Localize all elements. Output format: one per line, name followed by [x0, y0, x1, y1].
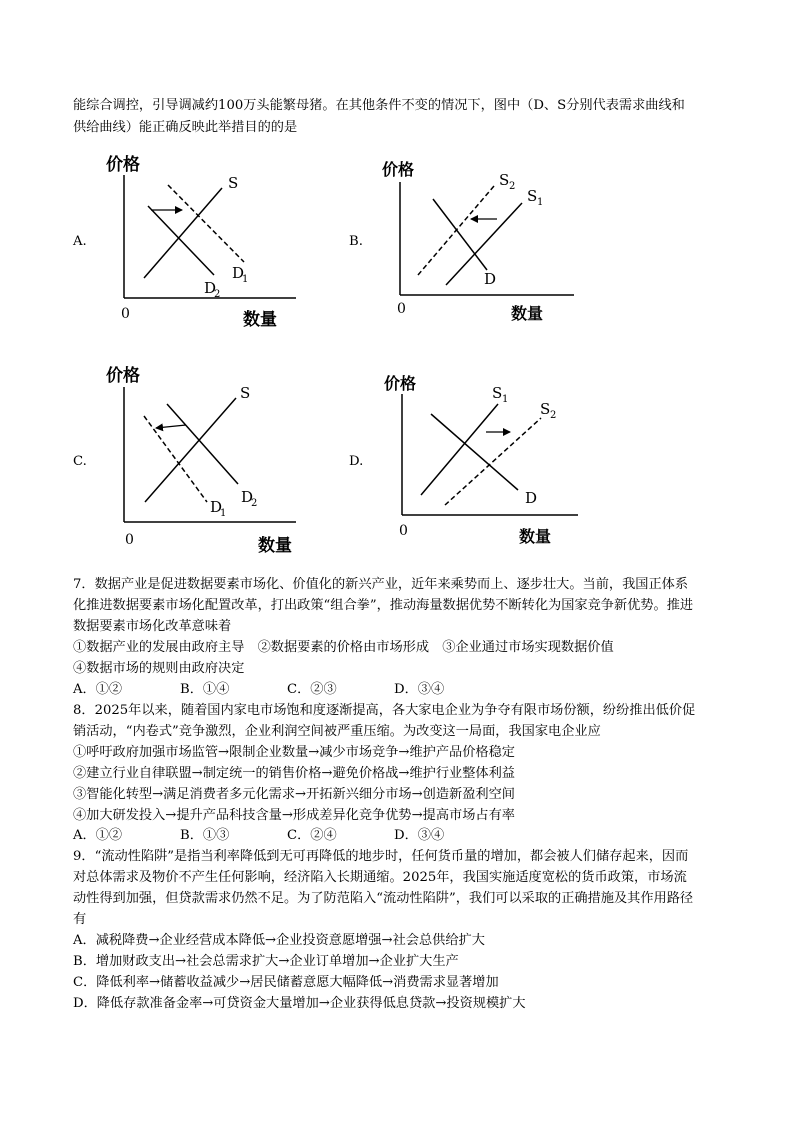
- supply-s2-label: S: [540, 400, 551, 418]
- graph-a-letter: A.: [73, 234, 87, 249]
- origin-label: 0: [125, 532, 134, 548]
- q8-statement-3: ③智能化转型→满足消费者多元化需求→开拓新兴细分市场→创造新盈利空间: [73, 787, 515, 802]
- demand-curve: [431, 414, 518, 490]
- q9-line-1: 9．“流动性陷阱”是指当利率降低到无可再降低的地步时，任何货币量的增加，都会被人们储存起来，因而: [73, 849, 689, 864]
- q9-option-b[interactable]: B．增加财政支出→社会总需求扩大→企业订单增加→企业扩大生产: [73, 954, 459, 969]
- q8-statement-1: ①呼吁政府加强市场监管→限制企业数量→减少市场竞争→维护产品价格稳定: [73, 745, 515, 760]
- q7-statement-4: ④数据市场的规则由政府决定: [73, 661, 245, 676]
- demand-d2-label: D: [241, 488, 254, 506]
- q7-option-a[interactable]: A．①②: [73, 682, 123, 697]
- q6-line-2: 供给曲线）能正确反映此举措目的的是: [73, 120, 298, 135]
- x-axis-label: 数量: [243, 310, 277, 330]
- q7-line-1: 7．数据产业是促进数据要素市场化、价值化的新兴产业，近年来乘势而上、逐步壮大。当前，我国正体系: [73, 577, 689, 592]
- q9-option-d[interactable]: D．降低存款准备金率→可贷资金大量增加→企业获得低息贷款→投资规模扩大: [73, 996, 526, 1011]
- q7-statement-1-3: ①数据产业的发展由政府主导 ②数据要素的价格由市场形成 ③企业通过市场实现数据价值: [73, 640, 614, 655]
- y-axis-label: 价格: [384, 374, 417, 393]
- supply-s2-sub: 2: [509, 181, 516, 192]
- supply-s1-label: S: [527, 187, 538, 205]
- x-axis-label: 数量: [519, 527, 552, 546]
- supply-curve-s1: [421, 404, 498, 495]
- q8-option-d[interactable]: D．③④: [394, 828, 445, 843]
- graph-d-letter: D.: [349, 454, 364, 469]
- supply-s1-label: S: [492, 384, 503, 402]
- q8-statement-4: ④加大研发投入→提升产品科技含量→形成差异化竞争优势→提高市场占有率: [73, 808, 515, 823]
- q8-option-a[interactable]: A．①②: [73, 828, 123, 843]
- supply-s2-label: S: [499, 171, 510, 189]
- origin-label: 0: [121, 306, 130, 322]
- demand-label: D: [525, 489, 538, 507]
- x-axis-label: 数量: [511, 304, 544, 323]
- demand-d2-label: D: [204, 279, 217, 297]
- q9-line-3: 动性得到加强，但贷款需求仍然不足。为了防范陷入“流动性陷阱”，我们可以采取的正确措施及其作用路径: [73, 891, 694, 906]
- q7-line-3: 数据要素市场化改革意味着: [73, 619, 232, 634]
- demand-d1-label: D: [232, 264, 245, 282]
- q7-line-2: 化推进数据要素市场化配置改革，打出政策“组合拳”，推动海量数据优势不断转化为国家竞争新优势。推进: [73, 598, 694, 613]
- origin-label: 0: [397, 301, 406, 317]
- supply-s2-sub: 2: [550, 410, 557, 421]
- q9-option-a[interactable]: A．减税降费→企业经营成本降低→企业投资意愿增强→社会总供给扩大: [73, 933, 485, 948]
- demand-d2-sub: 2: [214, 289, 221, 300]
- q6-line-1: 能综合调控，引导调减约100万头能繁母猪。在其他条件不变的情况下，图中（D、S分别代表需求曲线和: [73, 98, 685, 113]
- q7-option-b[interactable]: B．①④: [180, 682, 230, 697]
- demand-d1-sub: 1: [242, 274, 249, 285]
- x-axis-label: 数量: [258, 536, 292, 556]
- q9-line-2: 对总体需求及物价不产生任何影响，经济陷入长期通缩。2025年，我国实施适度宽松的货币政策，市场流: [73, 870, 687, 885]
- graph-c-letter: C.: [73, 454, 87, 469]
- demand-d1-sub: 1: [220, 508, 227, 519]
- q8-option-b[interactable]: B．①③: [180, 828, 230, 843]
- y-axis-label: 价格: [382, 160, 415, 179]
- y-axis-label: 价格: [106, 155, 140, 175]
- supply-label: S: [240, 384, 251, 402]
- q8-line-2: 销活动，“内卷式”竞争激烈，企业利润空间被严重压缩。为改变这一局面，我国家电企业应: [73, 724, 601, 739]
- q9-line-4: 有: [73, 912, 87, 927]
- demand-d1-label: D: [210, 498, 223, 516]
- q7-option-d[interactable]: D．③④: [394, 682, 445, 697]
- supply-s1-sub: 1: [537, 197, 544, 208]
- q7-option-c[interactable]: C．②③: [287, 682, 337, 697]
- origin-label: 0: [399, 523, 408, 539]
- demand-label: D: [484, 270, 497, 288]
- y-axis-label: 价格: [106, 366, 140, 386]
- graph-b-letter: B.: [349, 234, 363, 249]
- supply-label: S: [228, 174, 239, 192]
- q8-option-c[interactable]: C．②④: [287, 828, 337, 843]
- supply-s1-sub: 1: [502, 394, 509, 405]
- q8-statement-2: ②建立行业自律联盟→制定统一的销售价格→避免价格战→维护行业整体利益: [73, 766, 515, 781]
- q9-option-c[interactable]: C．降低利率→储蓄收益减少→居民储蓄意愿大幅降低→消费需求显著增加: [73, 975, 499, 990]
- demand-d2-sub: 2: [251, 498, 258, 509]
- q8-line-1: 8．2025年以来，随着国内家电市场饱和度逐渐提高，各大家电企业为争夺有限市场份额，纷纷推出低价促: [73, 703, 696, 718]
